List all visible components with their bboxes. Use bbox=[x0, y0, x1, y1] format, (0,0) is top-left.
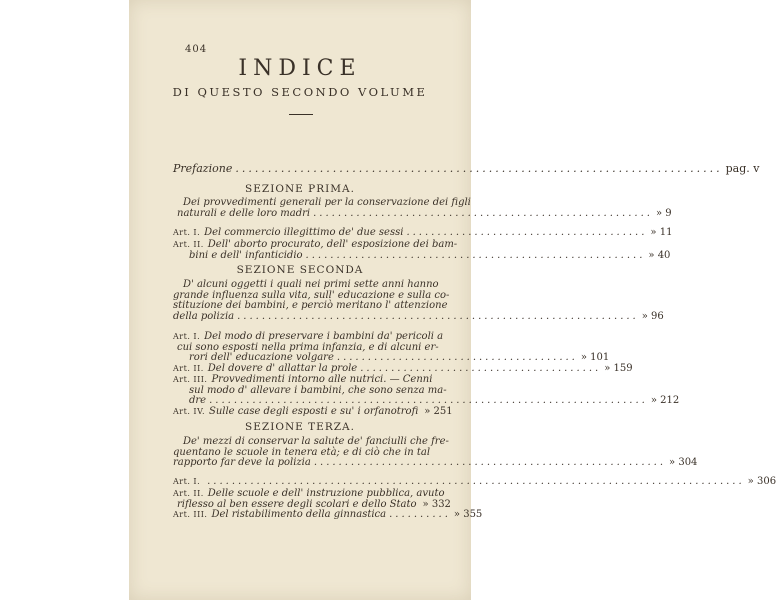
index-title: INDICE bbox=[238, 56, 362, 81]
entry-page: » 96 bbox=[641, 310, 664, 322]
entry-page: » 159 bbox=[604, 363, 633, 374]
entry-page: » 9 bbox=[655, 207, 672, 219]
article-label: Art. I. bbox=[173, 228, 201, 237]
entry-line: Sulle case degli esposti e su' i orfanotrofi bbox=[208, 406, 419, 417]
prefazione-label: Prefazione bbox=[173, 162, 233, 175]
entry-line: Provvedimenti intorno alle nutrici. — Cenni bbox=[211, 374, 433, 385]
leader-dots: ....................................................... bbox=[305, 249, 646, 261]
section-heading: SEZIONE PRIMA. bbox=[245, 183, 355, 195]
leader-dots: ....................................................... bbox=[313, 207, 653, 219]
leader-dots: ................................................................. bbox=[237, 310, 639, 322]
article-label: Art. II. bbox=[173, 240, 204, 249]
entry-line: Del commercio illegittimo de' due sessi bbox=[204, 227, 404, 238]
entry-line: Dei provvedimenti generali per la conservazione dei figli bbox=[183, 197, 471, 208]
article-entry bbox=[173, 406, 453, 418]
entry-line: cui sono esposti nella prima infanzia, e di alcuni er- bbox=[177, 341, 439, 353]
entry-line: riflesso al ben essere degli scolari e dello Stato bbox=[177, 498, 417, 510]
section-heading: SEZIONE TERZA. bbox=[245, 421, 355, 433]
article-entry bbox=[173, 227, 673, 239]
prefazione-page: pag. v bbox=[725, 162, 760, 175]
section-intro bbox=[173, 197, 672, 219]
article-label: Art. IV. bbox=[173, 407, 205, 416]
section-intro bbox=[173, 436, 698, 469]
entry-line: sul modo d' allevare i bambini, che sono senza ma- bbox=[189, 384, 447, 396]
book-page bbox=[129, 0, 776, 600]
entry-page: » 40 bbox=[648, 249, 671, 261]
prefazione-entry bbox=[173, 162, 760, 175]
entry-line: De' mezzi di conservar la salute de' fanciulli che fre- bbox=[183, 436, 449, 447]
entry-line: rori dell' educazione volgare bbox=[189, 352, 334, 363]
entry-line: Del dovere d' allattar la prole bbox=[207, 363, 358, 374]
entry-line: della polizia bbox=[173, 310, 235, 322]
entry-line: Delle scuole e dell' instruzione pubblica, avuto bbox=[207, 488, 445, 499]
article-entry bbox=[173, 509, 483, 521]
article-entry bbox=[173, 331, 610, 364]
article-label: Art. II. bbox=[173, 364, 204, 373]
article-entry bbox=[173, 363, 633, 375]
leader-dots: ....................................................................... bbox=[209, 395, 648, 406]
entry-line: stituzione dei bambini, e perciò meritano l' attenzione bbox=[173, 300, 448, 311]
entry-page: » 304 bbox=[669, 457, 698, 468]
page-number: 404 bbox=[185, 44, 208, 55]
entry-line: quentano le scuole in tenera età; e di ciò che in tal bbox=[173, 446, 431, 458]
article-entry bbox=[173, 239, 671, 261]
section-heading: SEZIONE SECONDA bbox=[236, 264, 364, 276]
entry-page: » 251 bbox=[424, 406, 453, 417]
entry-line: Del ristabilimento della ginnastica bbox=[211, 509, 387, 520]
leader-dots: ....................................... bbox=[360, 363, 602, 374]
entry-page: » 355 bbox=[453, 509, 483, 520]
entry-page: » 212 bbox=[650, 395, 680, 406]
entry-line: D' alcuni oggetti i quali nei primi sette anni hanno bbox=[183, 279, 439, 290]
leader-dots: ......................................................... bbox=[313, 457, 667, 468]
article-label: Art. I. bbox=[173, 332, 201, 341]
entry-line: naturali e delle loro madri bbox=[177, 207, 311, 219]
article-label: Art. II. bbox=[173, 489, 204, 498]
article-label: Art. III. bbox=[173, 510, 208, 519]
leader-dots: ....................................... bbox=[336, 352, 578, 363]
section-intro bbox=[173, 279, 664, 322]
index-subtitle: DI QUESTO SECONDO VOLUME bbox=[172, 85, 428, 99]
entry-line: bini e dell' infanticidio bbox=[189, 249, 303, 261]
leader-dots: ....................................................................................... bbox=[207, 476, 745, 487]
title-rule bbox=[289, 114, 313, 115]
leader-dots: ........................................................................... bbox=[235, 162, 723, 175]
entry-page: » 332 bbox=[422, 498, 451, 510]
article-entry bbox=[173, 374, 680, 407]
entry-line: grande influenza sulla vita, sull' educazione e sulla co- bbox=[173, 289, 450, 301]
article-entry bbox=[173, 476, 776, 488]
article-label: Art. I. bbox=[173, 477, 201, 486]
entry-line: rapporto far deve la polizia bbox=[173, 457, 311, 468]
leader-dots: ....................................... bbox=[406, 227, 648, 238]
entry-line: Dell' aborto procurato, dell' esposizione dei bam- bbox=[207, 239, 458, 250]
entry-page: » 306 bbox=[747, 476, 776, 487]
entry-line: Del modo di preservare i bambini da' pericoli a bbox=[204, 331, 444, 342]
article-label: Art. III. bbox=[173, 375, 208, 384]
entry-line: dre bbox=[189, 395, 207, 406]
article-entry bbox=[173, 488, 451, 510]
leader-dots: .......... bbox=[389, 509, 451, 520]
entry-page: » 101 bbox=[580, 352, 610, 363]
entry-page: » 11 bbox=[650, 227, 673, 238]
